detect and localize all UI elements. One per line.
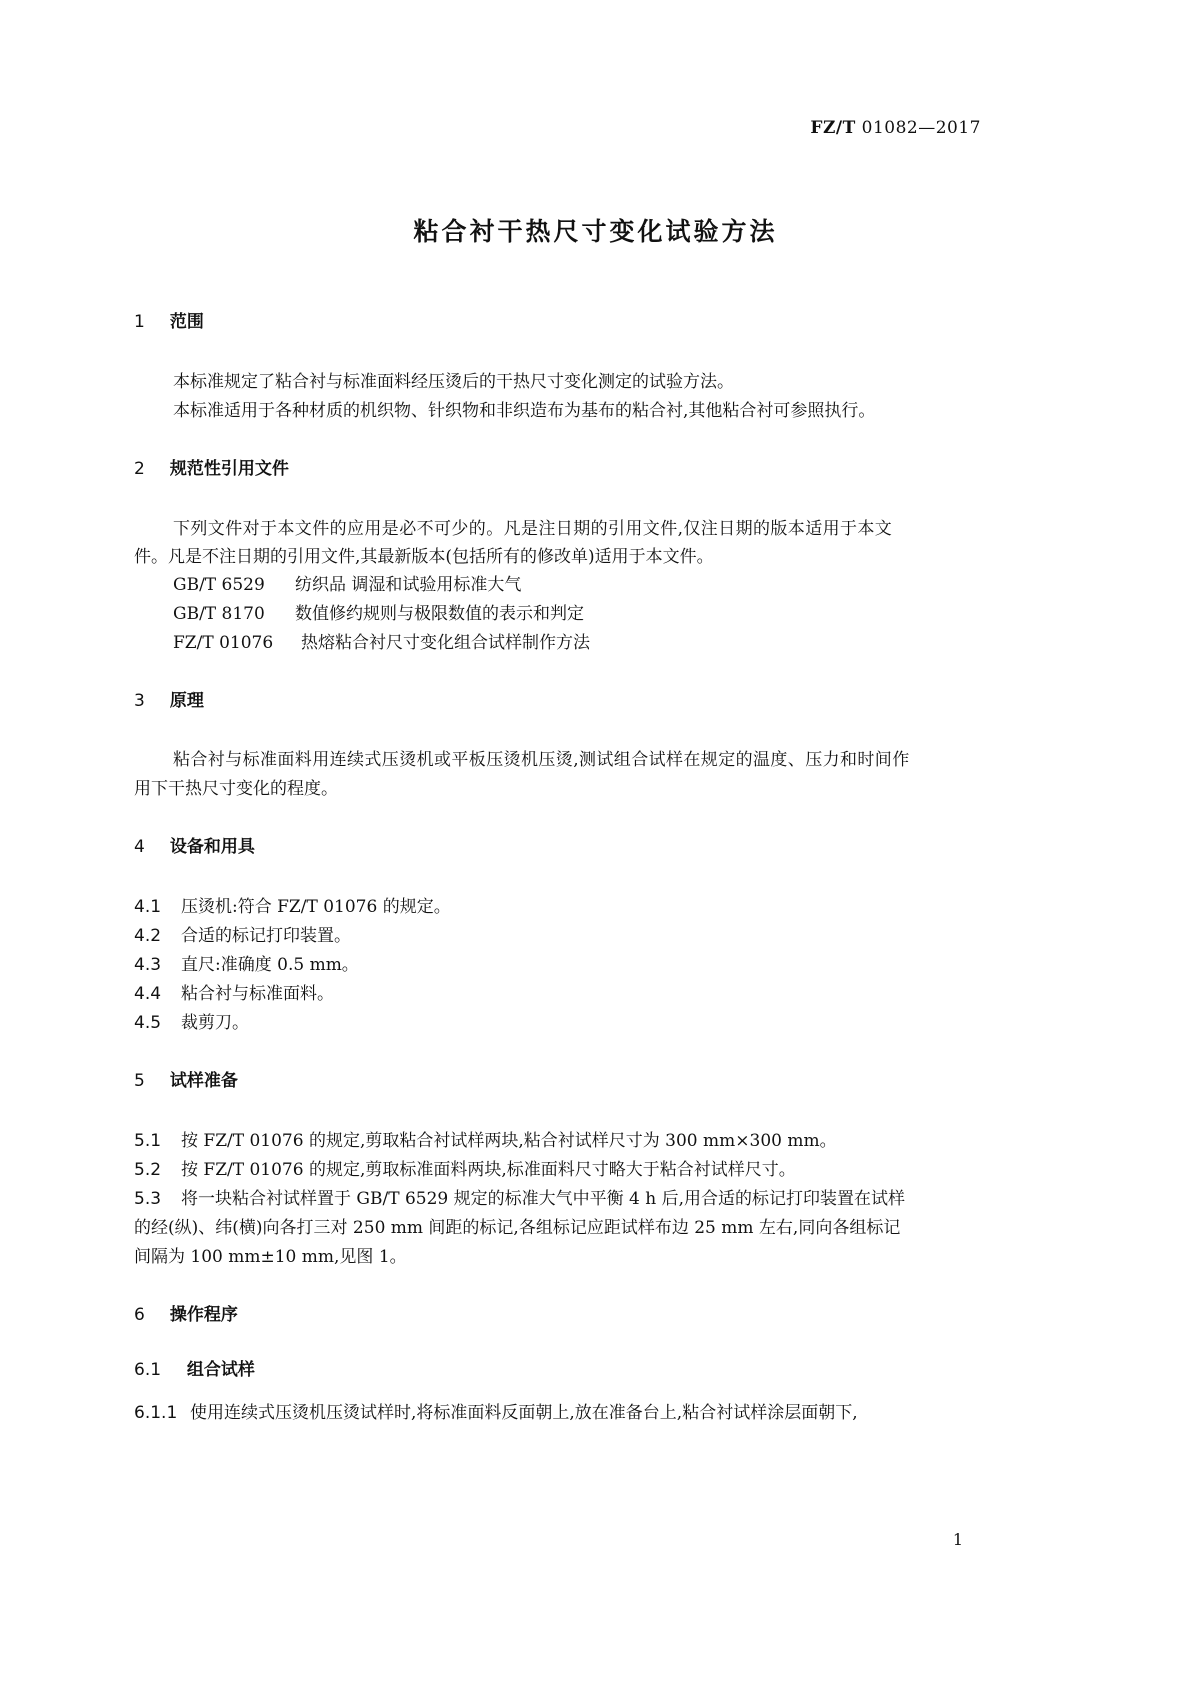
section-title: 规范性引用文件 [169,459,289,479]
list-item-continuation: 的经(纵)、纬(横)向各打三对 250 mm 间距的标记,各组标记应距试样布边 25 mm 左右,同向各组标记 [134,1218,901,1238]
document-code: 01082—2017 [861,118,981,138]
item-text: 粘合衬与标准面料。 [181,984,334,1004]
item-number: 4.3 [134,955,162,975]
section-2-heading [134,454,289,479]
reference-code: GB/T 6529 [173,575,265,595]
section-number: 1 [134,312,145,332]
paragraph-continuation: 用下干热尺寸变化的程度。 [134,779,338,799]
item-number: 4.4 [134,984,162,1004]
item-text: 按 FZ/T 01076 的规定,剪取标准面料两块,标准面料尺寸略大于粘合衬试样尺寸。 [181,1160,796,1180]
paragraph: 下列文件对于本文件的应用是必不可少的。凡是注日期的引用文件,仅注日期的版本适用于本文 [173,519,893,539]
page-number: 1 [952,1530,963,1549]
item-number: 4.1 [134,897,162,917]
item-number: 5.1 [134,1131,162,1151]
section-number: 4 [134,837,145,857]
reference-title: 纺织品 调湿和试验用标准大气 [295,575,522,595]
subsection-heading [134,1355,255,1380]
item-number: 4.2 [134,926,162,946]
section-1-heading [134,307,204,332]
item-text: 按 FZ/T 01076 的规定,剪取粘合衬试样两块,粘合衬试样尺寸为 300 mm×300 mm。 [181,1131,837,1151]
list-item [134,979,334,1004]
list-item [134,892,451,917]
reference-code: FZ/T 01076 [173,633,274,653]
section-number: 5 [134,1071,145,1091]
paragraph: 本标准规定了粘合衬与标准面料经压烫后的干热尺寸变化测定的试验方法。 [173,372,734,392]
list-item [134,1126,837,1151]
list-item [134,1008,249,1033]
item-text: 直尺:准确度 0.5 mm。 [181,955,359,975]
paragraph: 本标准适用于各种材质的机织物、针织物和非织造布为基布的粘合衬,其他粘合衬可参照执行。 [173,401,876,421]
section-3-heading [134,686,204,711]
section-title: 范围 [169,312,204,332]
item-text: 压烫机:符合 FZ/T 01076 的规定。 [181,897,451,917]
reference-code: GB/T 8170 [173,604,265,624]
section-title: 原理 [169,691,204,711]
section-title: 设备和用具 [169,837,255,857]
document-number [810,118,981,138]
item-number: 5.3 [134,1189,162,1209]
list-item [134,1184,905,1209]
item-number: 4.5 [134,1013,162,1033]
section-4-heading [134,832,255,857]
reference-title: 热熔粘合衬尺寸变化组合试样制作方法 [301,633,590,653]
subsection-number: 6.1 [134,1360,162,1380]
subsection-title: 组合试样 [186,1360,255,1380]
paragraph-continuation: 件。凡是不注日期的引用文件,其最新版本(包括所有的修改单)适用于本文件。 [134,547,714,567]
section-number: 6 [134,1305,145,1325]
reference-item [173,628,590,653]
list-item-continuation: 间隔为 100 mm±10 mm,见图 1。 [134,1247,407,1267]
list-item [134,1398,858,1423]
section-title: 试样准备 [169,1071,238,1091]
item-number: 5.2 [134,1160,162,1180]
reference-item [173,599,584,624]
section-title: 操作程序 [169,1305,238,1325]
paragraph: 粘合衬与标准面料用连续式压烫机或平板压烫机压烫,测试组合试样在规定的温度、压力和时间作 [173,750,910,770]
list-item [134,921,351,946]
section-5-heading [134,1066,238,1091]
document-prefix: FZ/T [810,118,856,138]
reference-item [173,570,521,595]
item-text: 合适的标记打印装置。 [181,926,351,946]
item-text: 使用连续式压烫机压烫试样时,将标准面料反面朝上,放在准备台上,粘合衬试样涂层面朝下, [190,1403,858,1423]
list-item [134,1155,796,1180]
section-number: 3 [134,691,145,711]
item-text: 将一块粘合衬试样置于 GB/T 6529 规定的标准大气中平衡 4 h 后,用合适的标记打印装置在试样 [181,1189,905,1209]
list-item [134,950,359,975]
section-number: 2 [134,459,145,479]
reference-title: 数值修约规则与极限数值的表示和判定 [295,604,584,624]
page-title: 粘合衬干热尺寸变化试验方法 [413,217,778,246]
item-text: 裁剪刀。 [181,1013,249,1033]
section-6-heading [134,1300,238,1325]
item-number: 6.1.1 [134,1403,178,1423]
